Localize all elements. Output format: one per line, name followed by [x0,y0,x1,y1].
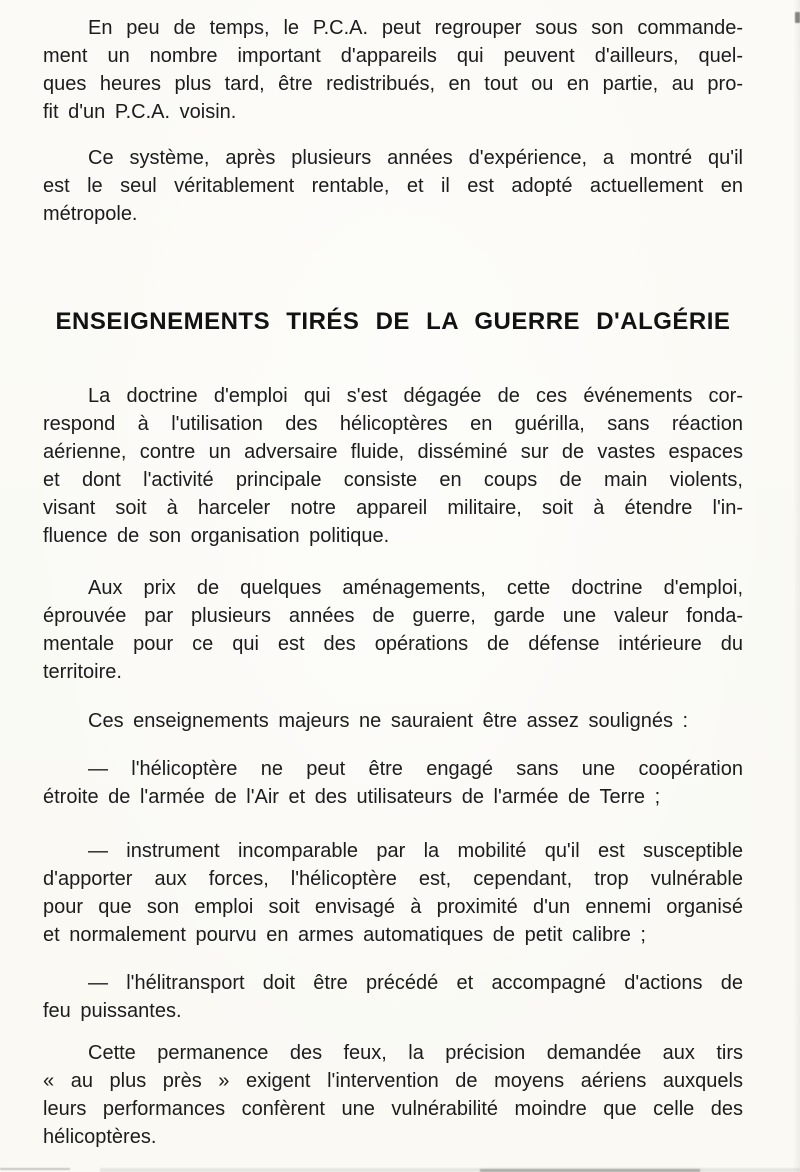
text-line: et dont l'activité principale consiste en coups de main violents, [43,469,743,491]
paragraph [43,574,743,686]
text-line: « au plus près » exigent l'intervention de moyens aériens auxquels [43,1070,743,1092]
text-line: ques heures plus tard, être redistribués, en tout ou en partie, au pro- [43,73,743,95]
text-line: étroite de l'armée de l'Air et des utilisateurs de l'armée de Terre ; [43,786,661,808]
text-line: En peu de temps, le P.C.A. peut regrouper sous son commande- [88,17,743,39]
text-line: hélicoptères. [43,1126,157,1148]
bullet-paragraph [43,755,743,811]
text-line: mentale pour ce qui est des opérations de défense intérieure du [43,633,743,655]
text-line: respond à l'utilisation des hélicoptères en guérilla, sans réaction [43,413,743,435]
text-line: Ce système, après plusieurs années d'expérience, a montré qu'il [88,147,743,169]
text-line: — instrument incomparable par la mobilité qu'il est susceptible [88,840,743,862]
bullet-paragraph [43,837,743,949]
text-line: et normalement pourvu en armes automatiques de petit calibre ; [43,924,646,946]
scan-edge-shadow [793,0,800,1172]
text-line: aérienne, contre un adversaire fluide, disséminé sur de vastes espaces [43,441,743,463]
text-line: La doctrine d'emploi qui s'est dégagée de ces événements cor- [88,385,743,407]
text-line: ment un nombre important d'appareils qui peuvent d'ailleurs, quel- [43,45,743,67]
text-line: — l'hélitransport doit être précédé et accompagné d'actions de [88,972,743,994]
text-line: territoire. [43,661,122,683]
text-line: visant soit à harceler notre appareil militaire, soit à étendre l'in- [43,497,743,519]
text-line: est le seul véritablement rentable, et il est adopté actuellement en [43,175,743,197]
paragraph [43,1039,743,1151]
text-line: fit d'un P.C.A. voisin. [43,101,237,123]
scan-speck [795,12,800,23]
paragraph [43,382,743,550]
text-line: Ces enseignements majeurs ne sauraient être assez soulignés : [88,710,689,732]
text-line: — l'hélicoptère ne peut être engagé sans une coopération [88,758,743,780]
text-line: fluence de son organisation politique. [43,525,390,547]
text-line: Cette permanence des feux, la précision demandée aux tirs [88,1042,743,1064]
scan-line-bottom-left [0,1168,70,1170]
text-line: éprouvée par plusieurs années de guerre, garde une valeur fonda- [43,605,743,627]
section-heading: ENSEIGNEMENTS TIRÉS DE LA GUERRE D'ALGÉRIE [55,308,731,335]
text-line: pour que son emploi soit envisagé à proximité d'un ennemi organisé [43,896,743,918]
text-line: feu puissantes. [43,1000,182,1022]
paragraph [43,707,743,735]
bullet-paragraph [43,969,743,1025]
text-line: Aux prix de quelques aménagements, cette doctrine d'emploi, [88,577,743,599]
text-line: leurs performances confèrent une vulnérabilité moindre que celle des [43,1098,743,1120]
text-line: métropole. [43,203,138,225]
paragraph [43,144,743,228]
text-line: d'apporter aux forces, l'hélicoptère est, cependant, trop vulnérable [43,868,743,890]
paragraph [43,14,743,126]
